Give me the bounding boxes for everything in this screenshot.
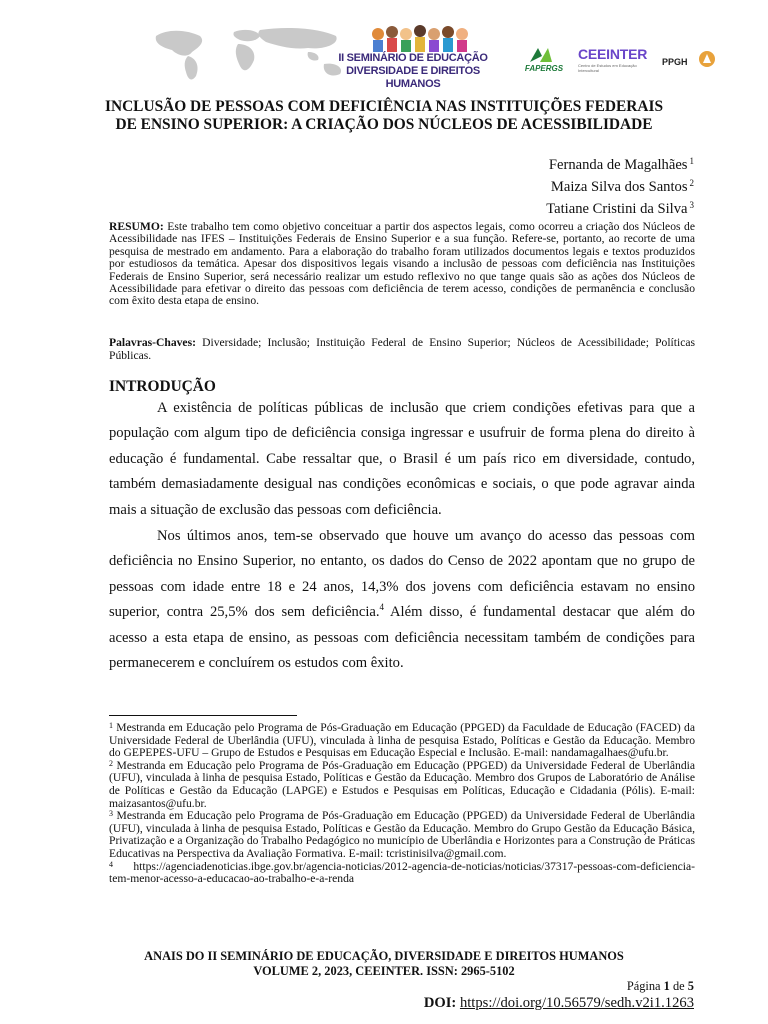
footnote: $^3$ Mestranda em Educação pelo Programa de Pós-Graduação em Educação (PPGED) da Universidade Federal de Uberlândia (UFU), vinculada à linha de pesquisa Estado, Políticas e Gestão da Educação. Membro do Grupo Gestão da Educação Básica, Privatização e a Organização do Trabalho Pedagógico no município de Uberlândia e Horizontes para a Construção de Práticas Educativas na Perspectiva da Avaliação Formativa. E-mail: tcristinisilva@gmail.com. xyxy=(109,809,695,860)
author-list xyxy=(546,152,694,218)
seminar-logo-line2: DIVERSIDADE E DIREITOS HUMANOS xyxy=(346,65,480,90)
paper-title xyxy=(100,98,668,134)
fapergs-logo xyxy=(514,46,574,76)
footnotes xyxy=(109,722,695,886)
ceeinter-label: CEEINTER xyxy=(578,46,648,62)
footnote-ref[interactable]: 4 xyxy=(379,602,385,613)
keywords xyxy=(109,336,695,363)
ppgh-label: PPGH xyxy=(662,57,688,67)
paragraph: A existência de políticas públicas de inclusão que criem condições efetivas para que a população com algum tipo de deficiência consiga ingressar e usufruir de forma plena do direito à educação é fundamental. Cabe ressaltar que, o Brasil é um país rico em diversidade, contudo, também demasiadamente desigual nas condições econômicas e sociais, o que pode agravar ainda mais a situação de exclusão das pessoas com deficiência. xyxy=(109,400,695,518)
ppgh-logo xyxy=(662,52,718,74)
ppgh-badge-icon xyxy=(698,50,716,68)
paragraph: Nos últimos anos, tem-se observado que houve um avanço do acesso das pessoas com deficiência no Ensino Superior, no entanto, os dados do Censo de 2022 apontam que no grupo de pessoas com idade entre 18 e 24 anos, 14,3% dos jovens com deficiência estavam no ensino superior, contra 25,5% dos sem deficiência.$^4$ Além disso, é fundamental destacar que além do acesso a esta etapa de ensino, as pessoas com deficiência necessitam também de condições para permanecerem e concluírem os estudos com êxito. xyxy=(109,528,695,672)
people-faces-icon xyxy=(370,22,470,52)
abstract-label: RESUMO: xyxy=(109,220,164,233)
author: Fernanda de Magalhães $^1$ xyxy=(548,156,694,173)
footer-line2: VOLUME 2, 2023, CEEINTER. ISSN: 2965-5102 xyxy=(253,964,515,978)
keywords-label: Palavras-Chaves: xyxy=(109,336,196,349)
section-heading-introduction: INTRODUÇÃO xyxy=(109,378,216,395)
footnote-divider xyxy=(109,715,297,716)
fapergs-leaf-icon xyxy=(528,46,554,64)
doi-label: DOI: xyxy=(423,995,457,1011)
page-number: Página 1 de 5 xyxy=(626,979,694,993)
footer-line1: ANAIS DO II SEMINÁRIO DE EDUCAÇÃO, DIVERSIDADE E DIREITOS HUMANOS xyxy=(144,949,624,963)
fapergs-label: FAPERGS xyxy=(524,64,564,73)
author-footnote-ref[interactable]: 1 xyxy=(689,156,694,166)
author-footnote-ref[interactable]: 3 xyxy=(689,200,694,210)
author-footnote-ref[interactable]: 2 xyxy=(689,178,694,188)
seminar-logo xyxy=(338,18,488,90)
ceeinter-logo xyxy=(578,46,654,74)
paper-title-line2: DE ENSINO SUPERIOR: A CRIAÇÃO DOS NÚCLEOS DE ACESSIBILIDADE xyxy=(115,116,653,133)
introduction-body xyxy=(109,396,695,676)
abstract-text: Este trabalho tem como objetivo conceituar a partir dos aspectos legais, como ocorreu a criação dos Núcleos de Acessibilidade nas IFES – Instituições Federais de Ensino Superior e a sua função. Refere-se, portanto, ao recorte de uma pesquisa de mestrado em andamento. Para a elaboração do trabalho foram utilizados documentos legais e textos produzidos por estudiosos da temática. Apesar dos dispositivos legais visando a inclusão de pessoas com deficiência nas Instituições Federais de Ensino Superior, será necessário realizar um estudo reflexivo no que tange quais são as ações dos Núcleos de Acessibilidade para efetivar o direito das pessoas com deficiência de terem acesso, condições de permanência e conclusão com êxito desta etapa de ensino. xyxy=(109,220,695,308)
abstract xyxy=(109,221,695,308)
author: Maiza Silva dos Santos $^2$ xyxy=(550,178,694,195)
doi-link[interactable]: https://doi.org/10.56579/sedh.v2i1.1263 xyxy=(459,995,694,1011)
ceeinter-subtitle: Centro de Estudos em Educação Intercultural xyxy=(578,63,637,73)
footnote: $^1$ Mestranda em Educação pelo Programa de Pós-Graduação em Educação (PPGED) da Faculdade de Educação (FACED) da Universidade Federal de Uberlândia (UFU), vinculada à linha de pesquisa Estado, Políticas e Gestão da Educação. Membro do GEPEPES-UFU – Grupo de Estudos e Pesquisas em Educação Especial e Inclusão. E-mail: nandamagalhaes@ufu.br. xyxy=(109,721,695,760)
footnote: $^2$ Mestranda em Educação pelo Programa de Pós-Graduação em Educação (PPGED) da Universidade Federal de Uberlândia (UFU), vinculada à linha de pesquisa Estado, Políticas e Gestão da Educação. Membro dos Grupos de Laboratório de Análise de Políticas e Gestão da Educação (LAPGE) e Estudos e Pesquisas em Políticas, Educação e Cidadania (Pólis). E-mail: maizasantos@ufu.br. xyxy=(109,758,695,810)
footer-proceedings xyxy=(100,949,668,979)
seminar-logo-line1: II SEMINÁRIO DE EDUCAÇÃO xyxy=(338,52,488,64)
doi xyxy=(424,995,694,1012)
author: Tatiane Cristini da Silva $^3$ xyxy=(546,200,694,217)
keywords-text: Diversidade; Inclusão; Instituição Federal de Ensino Superior; Núcleos de Acessibilidade; Políticas Públicas. xyxy=(109,336,696,363)
header-logos xyxy=(0,0,768,92)
footnote: $^4$ https://agenciadenoticias.ibge.gov.br/agencia-noticias/2012-agencia-de-noticias/noticias/37317-pessoas-com-deficiencia-tem-menor-acesso-a-educacao-ao-trabalho-e-a-renda xyxy=(109,859,695,886)
seminar-logo-title xyxy=(338,52,488,91)
world-map-logo xyxy=(148,22,368,86)
footnote-link[interactable]: https://agenciadenoticias.ibge.gov.br/agencia-noticias/2012-agencia-de-noticias/noticias/37317-pessoas-com-deficiencia-tem-menor-acesso-a-educacao-ao-trabalho-e-a-renda xyxy=(109,859,695,886)
paper-title-line1: INCLUSÃO DE PESSOAS COM DEFICIÊNCIA NAS INSTITUIÇÕES FEDERAIS xyxy=(104,98,664,115)
